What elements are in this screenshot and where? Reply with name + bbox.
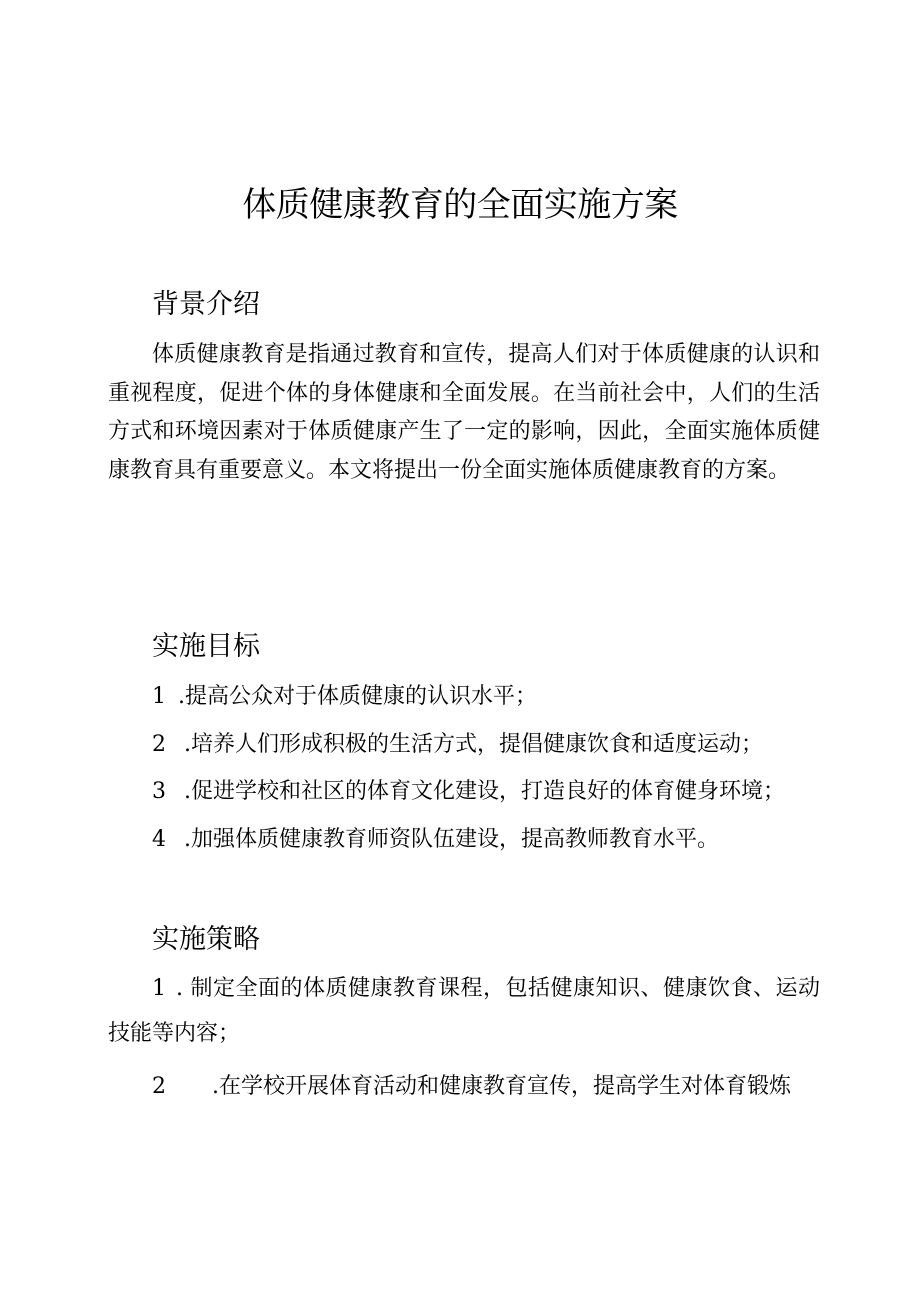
strategy-text: . 制定全面的体质健康教育课程，包括健康知识、健康饮食、运动技能等内容；	[108, 976, 820, 1046]
goal-number: 4	[152, 827, 166, 852]
goal-text: .加强体质健康教育师资队伍建设，提高教师教育水平。	[184, 827, 719, 852]
goal-number: 1	[152, 684, 166, 709]
section-heading-strategies: 实施策略	[152, 924, 260, 955]
goal-text: .提高公众对于体质健康的认识水平；	[178, 684, 537, 709]
goal-text: .培养人们形成积极的生活方式，提倡健康饮食和适度运动；	[184, 732, 763, 757]
strategy-text: .在学校开展体育活动和健康教育宣传，提高学生对体育锻炼	[212, 1074, 791, 1099]
goal-text: .促进学校和社区的体育文化建设，打造良好的体育健身环境；	[184, 779, 785, 804]
strategy-number: 1	[152, 976, 166, 1001]
section-heading-goals: 实施目标	[152, 631, 260, 662]
goal-item	[152, 678, 537, 716]
strategy-item	[108, 966, 820, 1056]
section-heading-background: 背景介绍	[152, 289, 260, 320]
goal-number: 3	[152, 779, 166, 804]
strategy-item	[152, 1068, 822, 1106]
goal-item	[152, 773, 785, 811]
goal-item	[152, 726, 763, 764]
strategy-number: 2	[152, 1074, 166, 1099]
goal-number: 2	[152, 732, 166, 757]
goal-item	[152, 821, 719, 859]
document-title: 体质健康教育的全面实施方案	[242, 185, 678, 225]
background-paragraph: 体质健康教育是指通过教育和宣传，提高人们对于体质健康的认识和重视程度，促进个体的身体健康和全面发展。在当前社会中，人们的生活方式和环境因素对于体质健康产生了一定的影响，因此，全面实施体质健康教育具有重要意义。本文将提出一份全面实施体质健康教育的方案。	[108, 342, 820, 483]
